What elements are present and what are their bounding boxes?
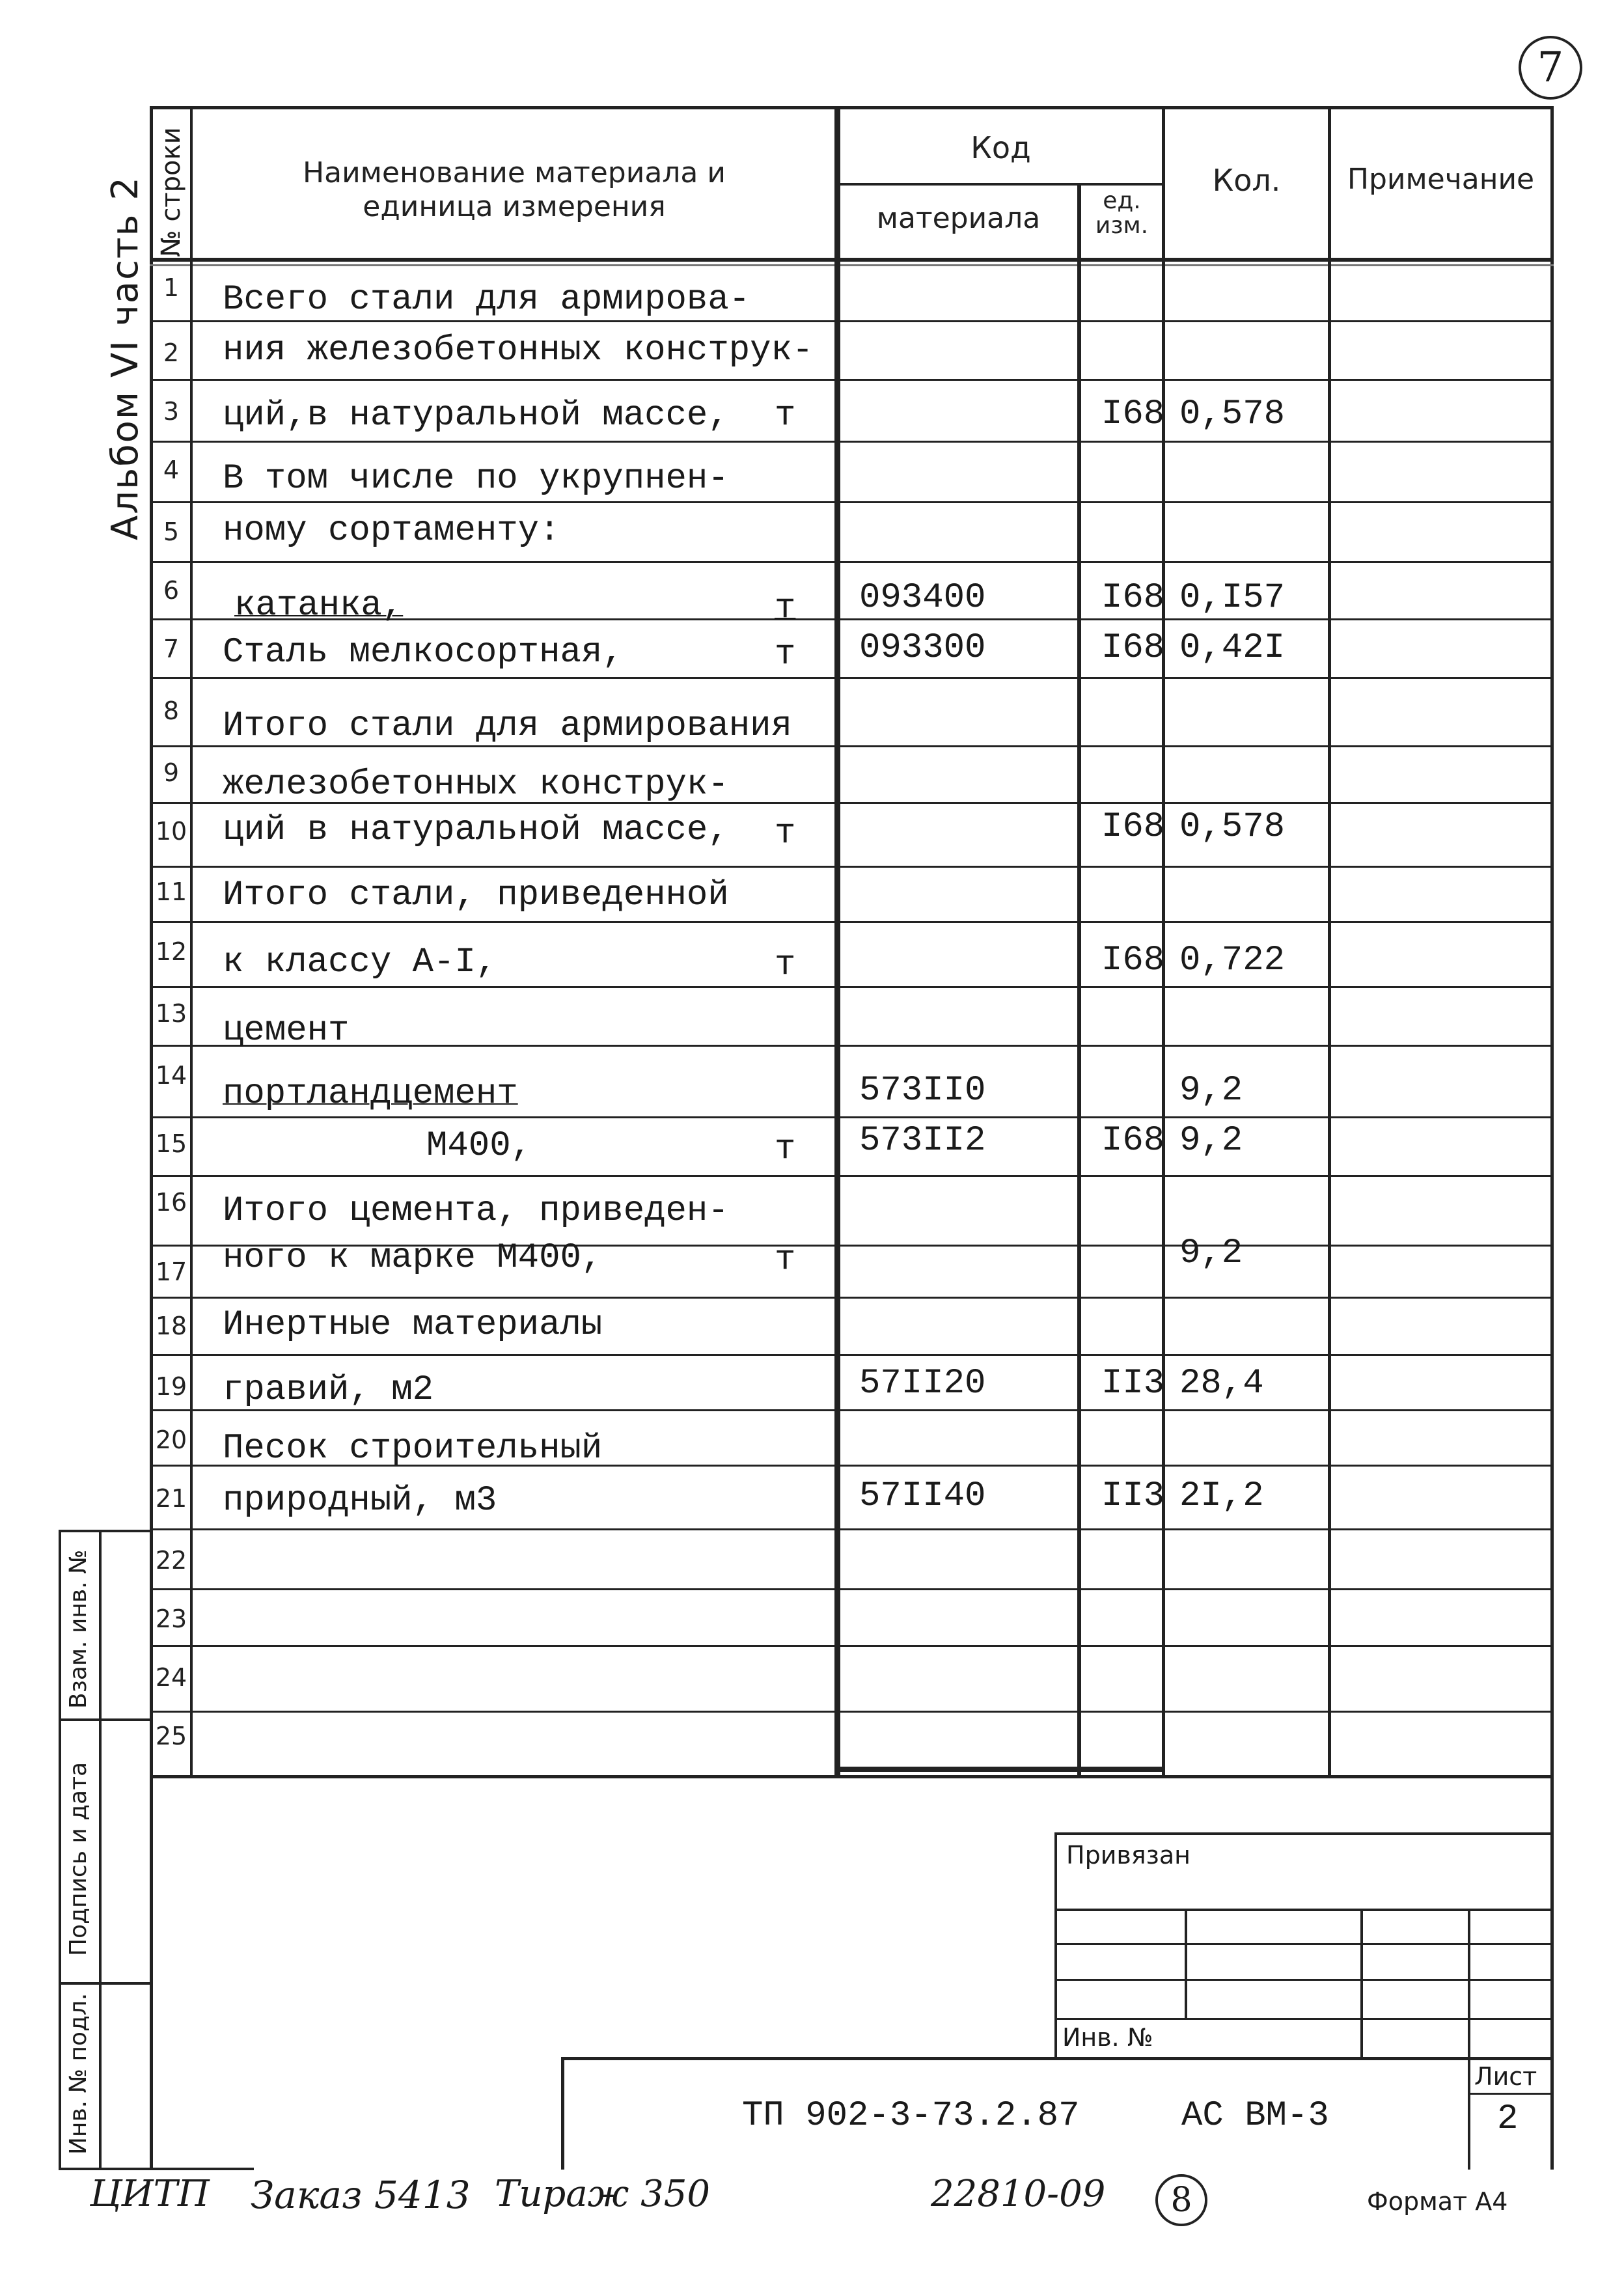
row-number: 22	[155, 1546, 187, 1575]
row-material-code: 093400	[859, 578, 986, 618]
row-quantity: 0,722	[1179, 941, 1286, 980]
header-row-number: № строки	[156, 127, 186, 257]
row-name: Итого цемента, приведен-	[223, 1191, 729, 1231]
row-unit: т	[775, 1129, 796, 1169]
row-name: ций,в натуральной массе,	[223, 396, 729, 435]
row-name: к классу А-I,	[223, 943, 497, 982]
page-number-circle	[1519, 36, 1582, 100]
row-name: ния железобетонных конструк-	[223, 331, 814, 370]
row-number: 5	[163, 517, 180, 546]
row-name: Сталь мелкосортная,	[223, 633, 624, 672]
stamp-vzam-inv: Взам. инв. №	[65, 1549, 92, 1709]
row-material-code: 57II20	[859, 1364, 986, 1403]
row-number: 6	[163, 576, 180, 605]
row-number: 3	[163, 397, 180, 426]
row-number: 7	[163, 635, 180, 663]
footer-number: 22810-09	[931, 2173, 1106, 2215]
row-number: 15	[155, 1129, 187, 1158]
header-note: Примечание	[1347, 163, 1535, 196]
row-quantity: 9,2	[1179, 1071, 1243, 1111]
header-name-line2: единица измерения	[363, 190, 666, 223]
row-number: 14	[155, 1061, 187, 1090]
row-number: 2	[163, 338, 180, 367]
row-name: гравий, м2	[223, 1370, 434, 1410]
footer-circle	[1155, 2174, 1207, 2226]
footer-org: ЦИТП	[90, 2173, 210, 2215]
footer-print-run: Тираж 350	[495, 2173, 710, 2215]
row-name: Песок строительный	[223, 1429, 603, 1469]
row-number: 25	[155, 1722, 187, 1750]
row-number: 13	[155, 999, 187, 1028]
row-number: 9	[163, 758, 180, 787]
row-unit-code: I68	[1101, 394, 1165, 434]
row-unit-code: I68	[1101, 578, 1165, 618]
sheet-number: 2	[1497, 2099, 1519, 2139]
row-quantity: 0,I57	[1179, 578, 1286, 618]
footer-circle-number: 8	[1170, 2181, 1192, 2220]
footer-order: Заказ 5413	[251, 2173, 471, 2217]
row-quantity: 2I,2	[1179, 1476, 1264, 1516]
row-unit: т	[775, 396, 796, 435]
row-quantity: 0,42I	[1179, 628, 1286, 668]
row-number: 11	[155, 877, 187, 906]
stamp-inv-podl: Инв. № подл.	[65, 1993, 92, 2155]
stamp-podpis-data: Подпись и дата	[65, 1761, 92, 1956]
row-number: 17	[155, 1258, 187, 1286]
row-name: портландцемент	[223, 1074, 518, 1114]
row-unit-code: I68	[1101, 807, 1165, 847]
row-name: Инертные материалы	[223, 1305, 603, 1345]
row-number: 20	[155, 1426, 187, 1454]
header-code-material: материала	[876, 202, 1041, 235]
header-quantity: Кол.	[1212, 163, 1281, 198]
document-mark: АС ВМ-3	[1181, 2096, 1329, 2136]
row-unit: т	[775, 814, 796, 853]
row-name: В том числе по укрупнен-	[223, 459, 729, 499]
row-name: цемент	[223, 1011, 350, 1051]
row-number: 24	[155, 1663, 187, 1692]
row-quantity: 0,578	[1179, 807, 1286, 847]
row-name: Итого стали, приведенной	[223, 876, 729, 915]
row-number: 21	[155, 1484, 187, 1513]
header-name-line1: Наименование материала и	[303, 156, 726, 189]
row-name: железобетонных конструк-	[223, 765, 729, 805]
row-number: 1	[163, 273, 180, 302]
row-unit: т	[775, 945, 796, 985]
row-quantity: 9,2	[1179, 1234, 1243, 1273]
row-material-code: 573II2	[859, 1121, 986, 1161]
row-number: 12	[155, 937, 187, 966]
row-name: природный, м3	[223, 1481, 497, 1521]
row-material-code: 573II0	[859, 1071, 986, 1111]
row-unit-code: II3	[1101, 1364, 1165, 1403]
row-number: 4	[163, 456, 180, 484]
row-material-code: 57II40	[859, 1476, 986, 1516]
row-material-code: 093300	[859, 628, 986, 668]
row-name: Всего стали для армирова-	[223, 280, 750, 320]
sheet-label: Лист	[1474, 2062, 1537, 2091]
row-number: 10	[155, 817, 187, 846]
header-code-unit: ед. изм.	[1095, 187, 1149, 239]
stamp-privyazan: Привязан	[1066, 1841, 1190, 1869]
row-number: 16	[155, 1188, 187, 1217]
page-number: 7	[1537, 44, 1564, 92]
row-unit: т	[775, 588, 796, 628]
row-name: Итого стали для армирования	[223, 706, 792, 746]
header-code: Код	[970, 130, 1031, 165]
row-quantity: 0,578	[1179, 394, 1286, 434]
row-quantity: 9,2	[1179, 1121, 1243, 1161]
row-number: 18	[155, 1312, 187, 1340]
row-name: катанка,	[234, 586, 404, 626]
row-name: ного к марке М400,	[223, 1238, 603, 1278]
row-number: 19	[155, 1372, 187, 1401]
footer-format: Формат А4	[1367, 2187, 1508, 2216]
row-name: М400,	[426, 1126, 532, 1166]
row-unit: т	[775, 1240, 796, 1280]
row-number: 8	[163, 697, 180, 725]
album-label: Альбом VI часть 2	[104, 176, 146, 540]
row-quantity: 28,4	[1179, 1364, 1264, 1403]
row-unit-code: I68	[1101, 941, 1165, 980]
row-name: ному сортаменту:	[223, 511, 560, 551]
row-unit: т	[775, 635, 796, 674]
row-unit-code: I68	[1101, 628, 1165, 668]
row-unit-code: II3	[1101, 1476, 1165, 1516]
document-code: ТП 902-3-73.2.87	[742, 2096, 1080, 2136]
row-name: ций в натуральной массе,	[223, 810, 729, 850]
row-number: 23	[155, 1605, 187, 1633]
stamp-inv-no: Инв. №	[1062, 2023, 1153, 2052]
row-unit-code: I68	[1101, 1121, 1165, 1161]
